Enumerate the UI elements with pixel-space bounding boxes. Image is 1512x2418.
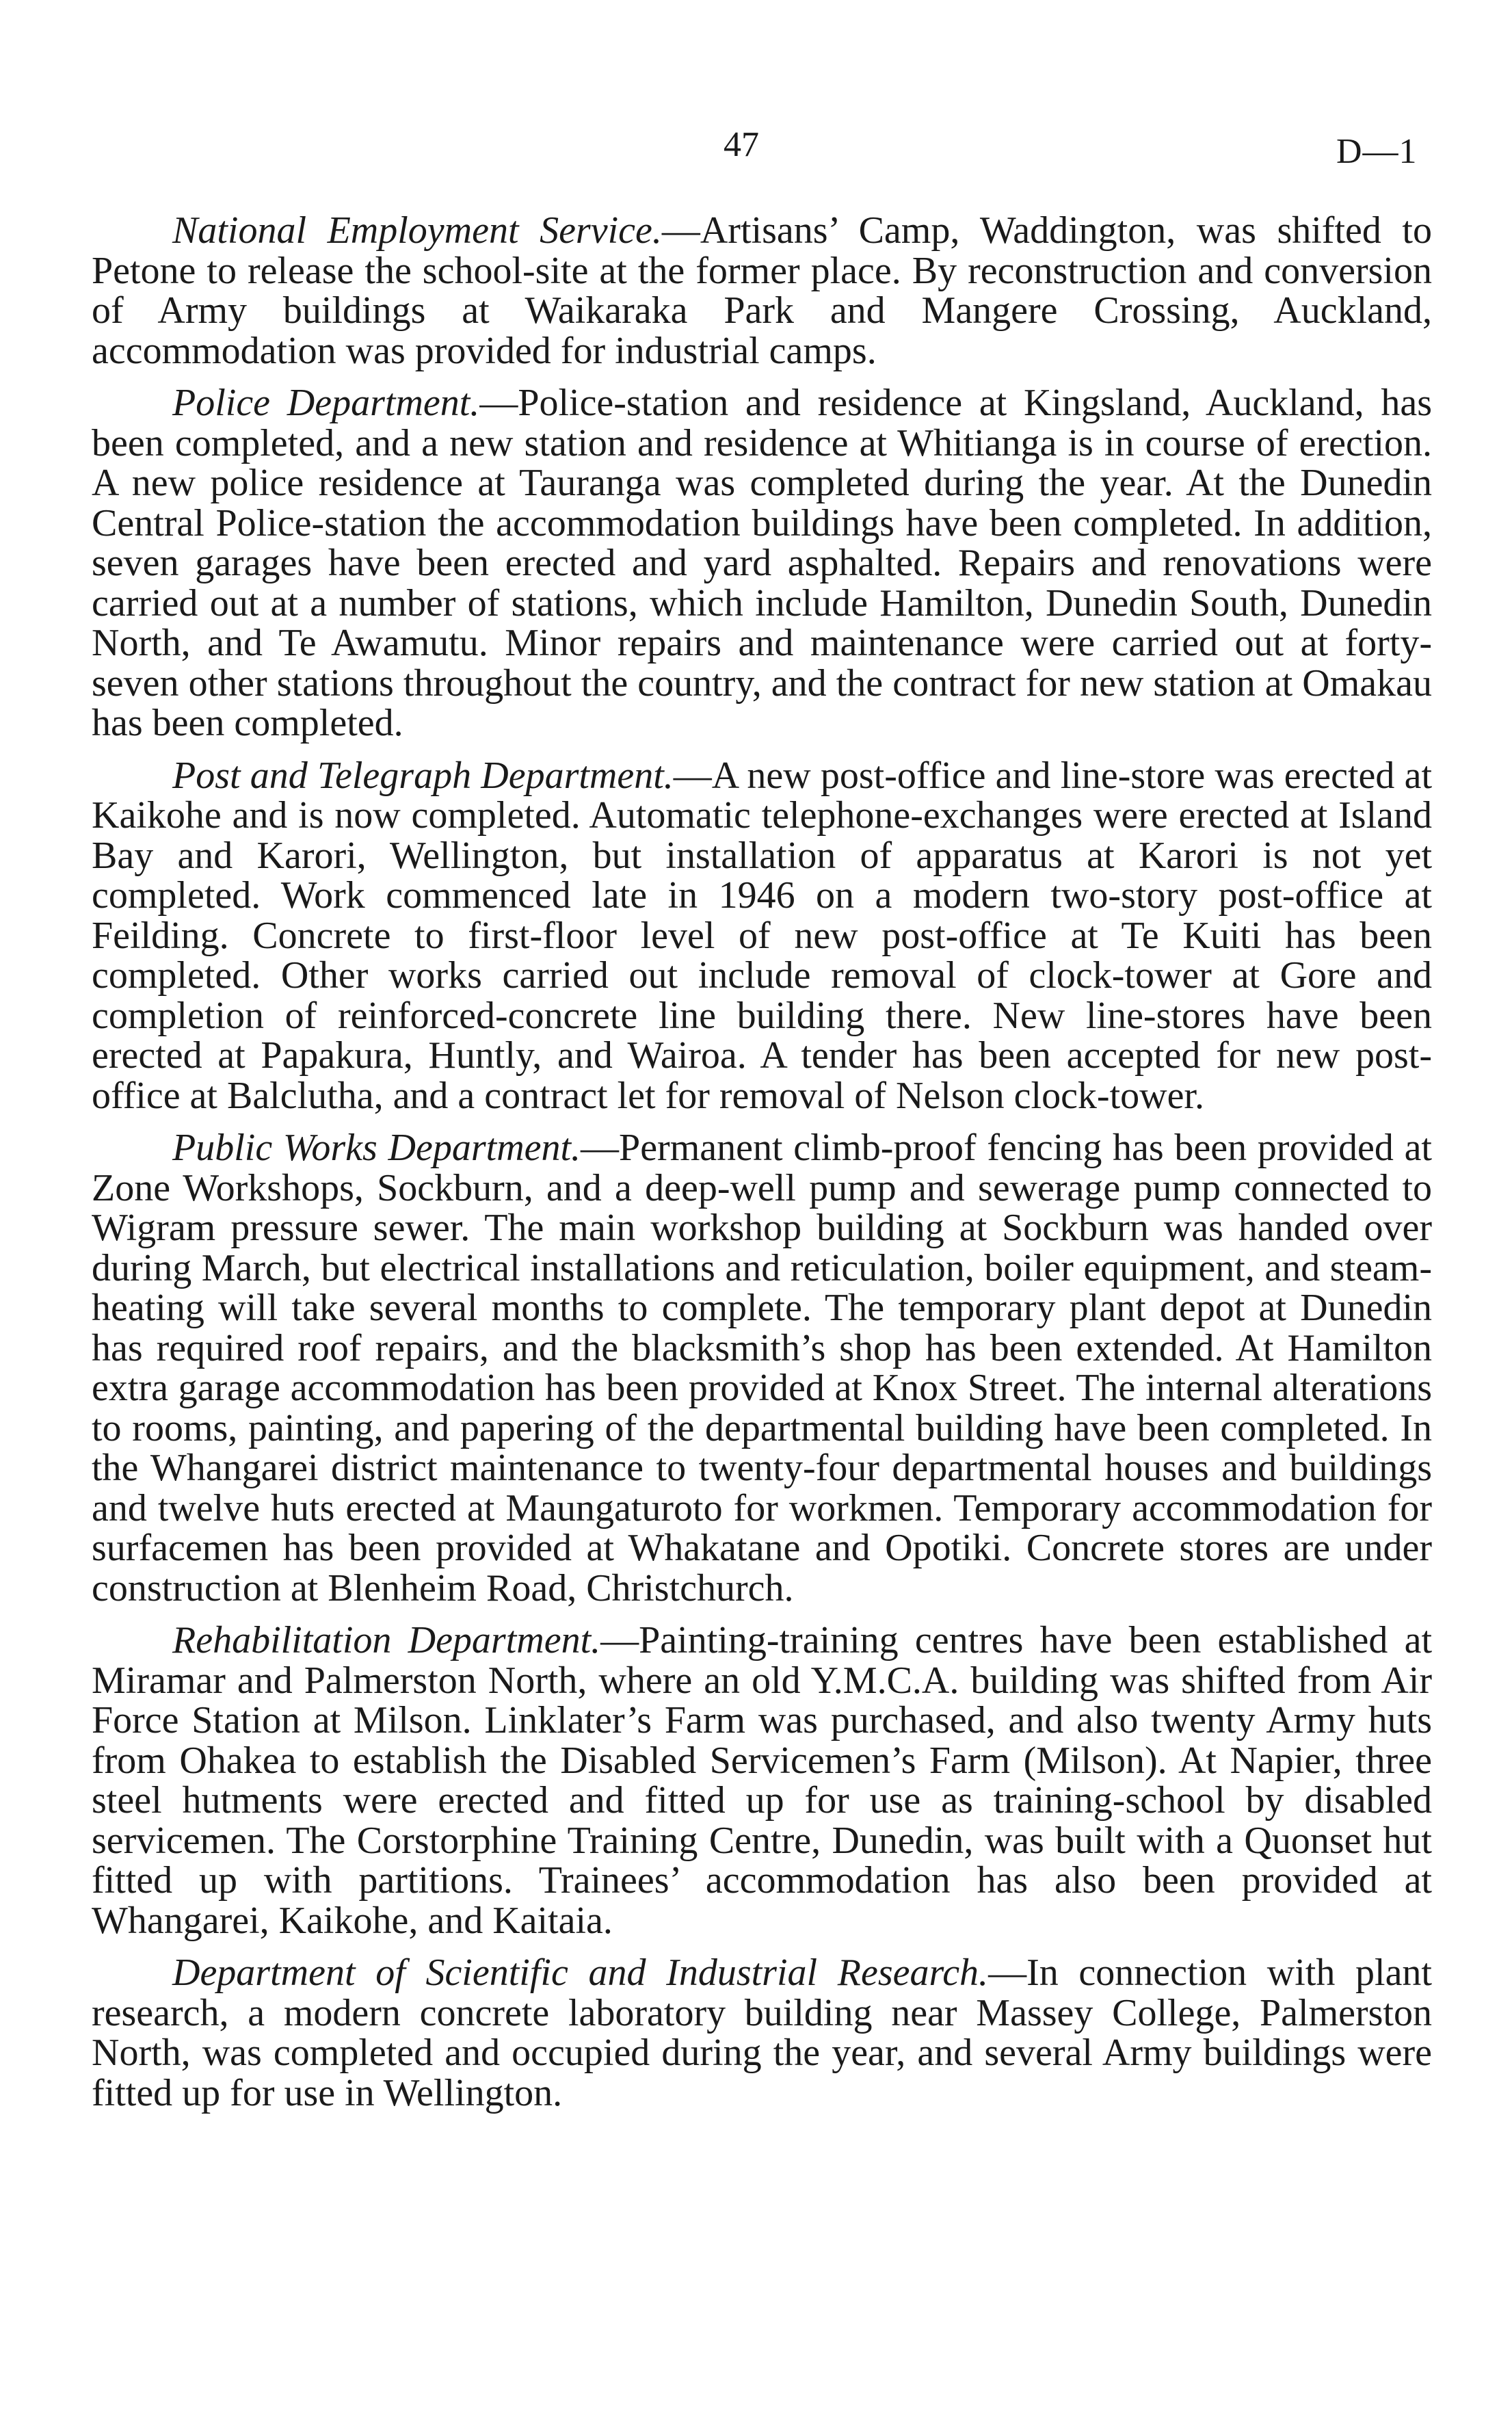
paragraph-heading: Police Department. — [172, 382, 480, 424]
paragraph-heading: Department of Scientific and Industrial Research. — [172, 1952, 989, 1994]
paragraph-text: —Police-station and residence at Kingsland, Auckland, has been completed, and a new station and residence at Whitianga is in course of erection. A new police residence at Tauranga was completed during the year. At the Dunedin Central Police-station the accommodation buildings have been completed. In addition, seven garages have been erected and yard asphalted. Repairs and renovations were carried out at a number of stations, which include Hamilton, Dunedin South, Dunedin North, and Te Awamutu. Minor repairs and maintenance were carried out at forty-seven other stations throughout the country, and the contract for new station at Omakau has been completed. — [92, 382, 1432, 744]
document-code: D—1 — [1336, 132, 1418, 171]
paragraph-text: —Painting-training centres have been established at Miramar and Palmerston North, where an old Y.M.C.A. building was shifted from Air Force Station at Milson. Linklater’s Farm was purchased, and also twenty Army huts from Ohakea to establish the Disabled Servicemen’s Farm (Milson). At Napier, three steel hutments were erected and fitted up for use as training-school by disabled servicemen. The Corstorphine Training Centre, Dunedin, was built with a Quonset hut fitted up with partitions. Trainees’ accommodation has also been provided at Whangarei, Kaikohe, and Kaitaia. — [92, 1619, 1433, 1942]
paragraph-rehabilitation-department — [92, 1620, 1432, 1941]
paragraph-text: —A new post-office and line-store was erected at Kaikohe and is now completed. Automatic telephone-exchanges were erected at Island Bay and Karori, Wellington, but installation of apparatus at Karori is not yet completed. Work commenced late in 1946 on a modern two-story post-office at Feilding. Concrete to first-floor level of new post-office at Te Kuiti has been completed. Other works carried out include removal of clock-tower at Gore and completion of reinforced-concrete line building there. New line-stores have been erected at Papakura, Huntly, and Wairoa. A tender has been accepted for new post-office at Balclutha, and a contract let for removal of Nelson clock-tower. — [92, 754, 1432, 1117]
paragraph-heading: Post and Telegraph Department. — [172, 754, 674, 797]
paragraph-text: —Artisans’ Camp, Waddington, was shifted to Petone to release the school-site at the former place. By reconstruction and conversion of Army buildings at Waikaraka Park and Mangere Crossing, Auckland, accommodation was provided for industrial camps. — [92, 209, 1432, 372]
body-text — [92, 211, 1432, 2125]
paragraph-text: —In connection with plant research, a modern concrete laboratory building near Massey College, Palmerston North, was completed and occupied during the year, and several Army buildings were fitted up for use in Wellington. — [92, 1952, 1432, 2114]
paragraph-heading: Public Works Department. — [172, 1127, 581, 1169]
paragraph-heading: National Employment Service. — [172, 209, 662, 252]
paragraph-scientific-and-industrial-research — [92, 1953, 1432, 2113]
paragraph-post-and-telegraph-department — [92, 756, 1432, 1116]
paragraph-police-department — [92, 383, 1432, 744]
page-number: 47 — [724, 125, 759, 164]
paragraph-heading: Rehabilitation Department. — [172, 1619, 601, 1661]
paragraph-text: —Permanent climb-proof fencing has been provided at Zone Workshops, Sockburn, and a deep-well pump and sewerage pump connected to Wigram pressure sewer. The main workshop building at Sockburn was handed over during March, but electrical installations and reticulation, boiler equipment, and steam-heating will take several months to complete. The temporary plant depot at Dunedin has required roof repairs, and the blacksmith’s shop has been extended. At Hamilton extra garage accommodation has been provided at Knox Street. The internal alterations to rooms, painting, and papering of the departmental building have been completed. In the Whangarei district maintenance to twenty-four departmental houses and buildings and twelve huts erected at Maungaturoto for workmen. Temporary accommodation for surfacemen has been provided at Whakatane and Opotiki. Concrete stores are under construction at Blenheim Road, Christchurch. — [92, 1127, 1432, 1609]
paragraph-public-works-department — [92, 1128, 1432, 1608]
paragraph-national-employment-service — [92, 211, 1432, 371]
